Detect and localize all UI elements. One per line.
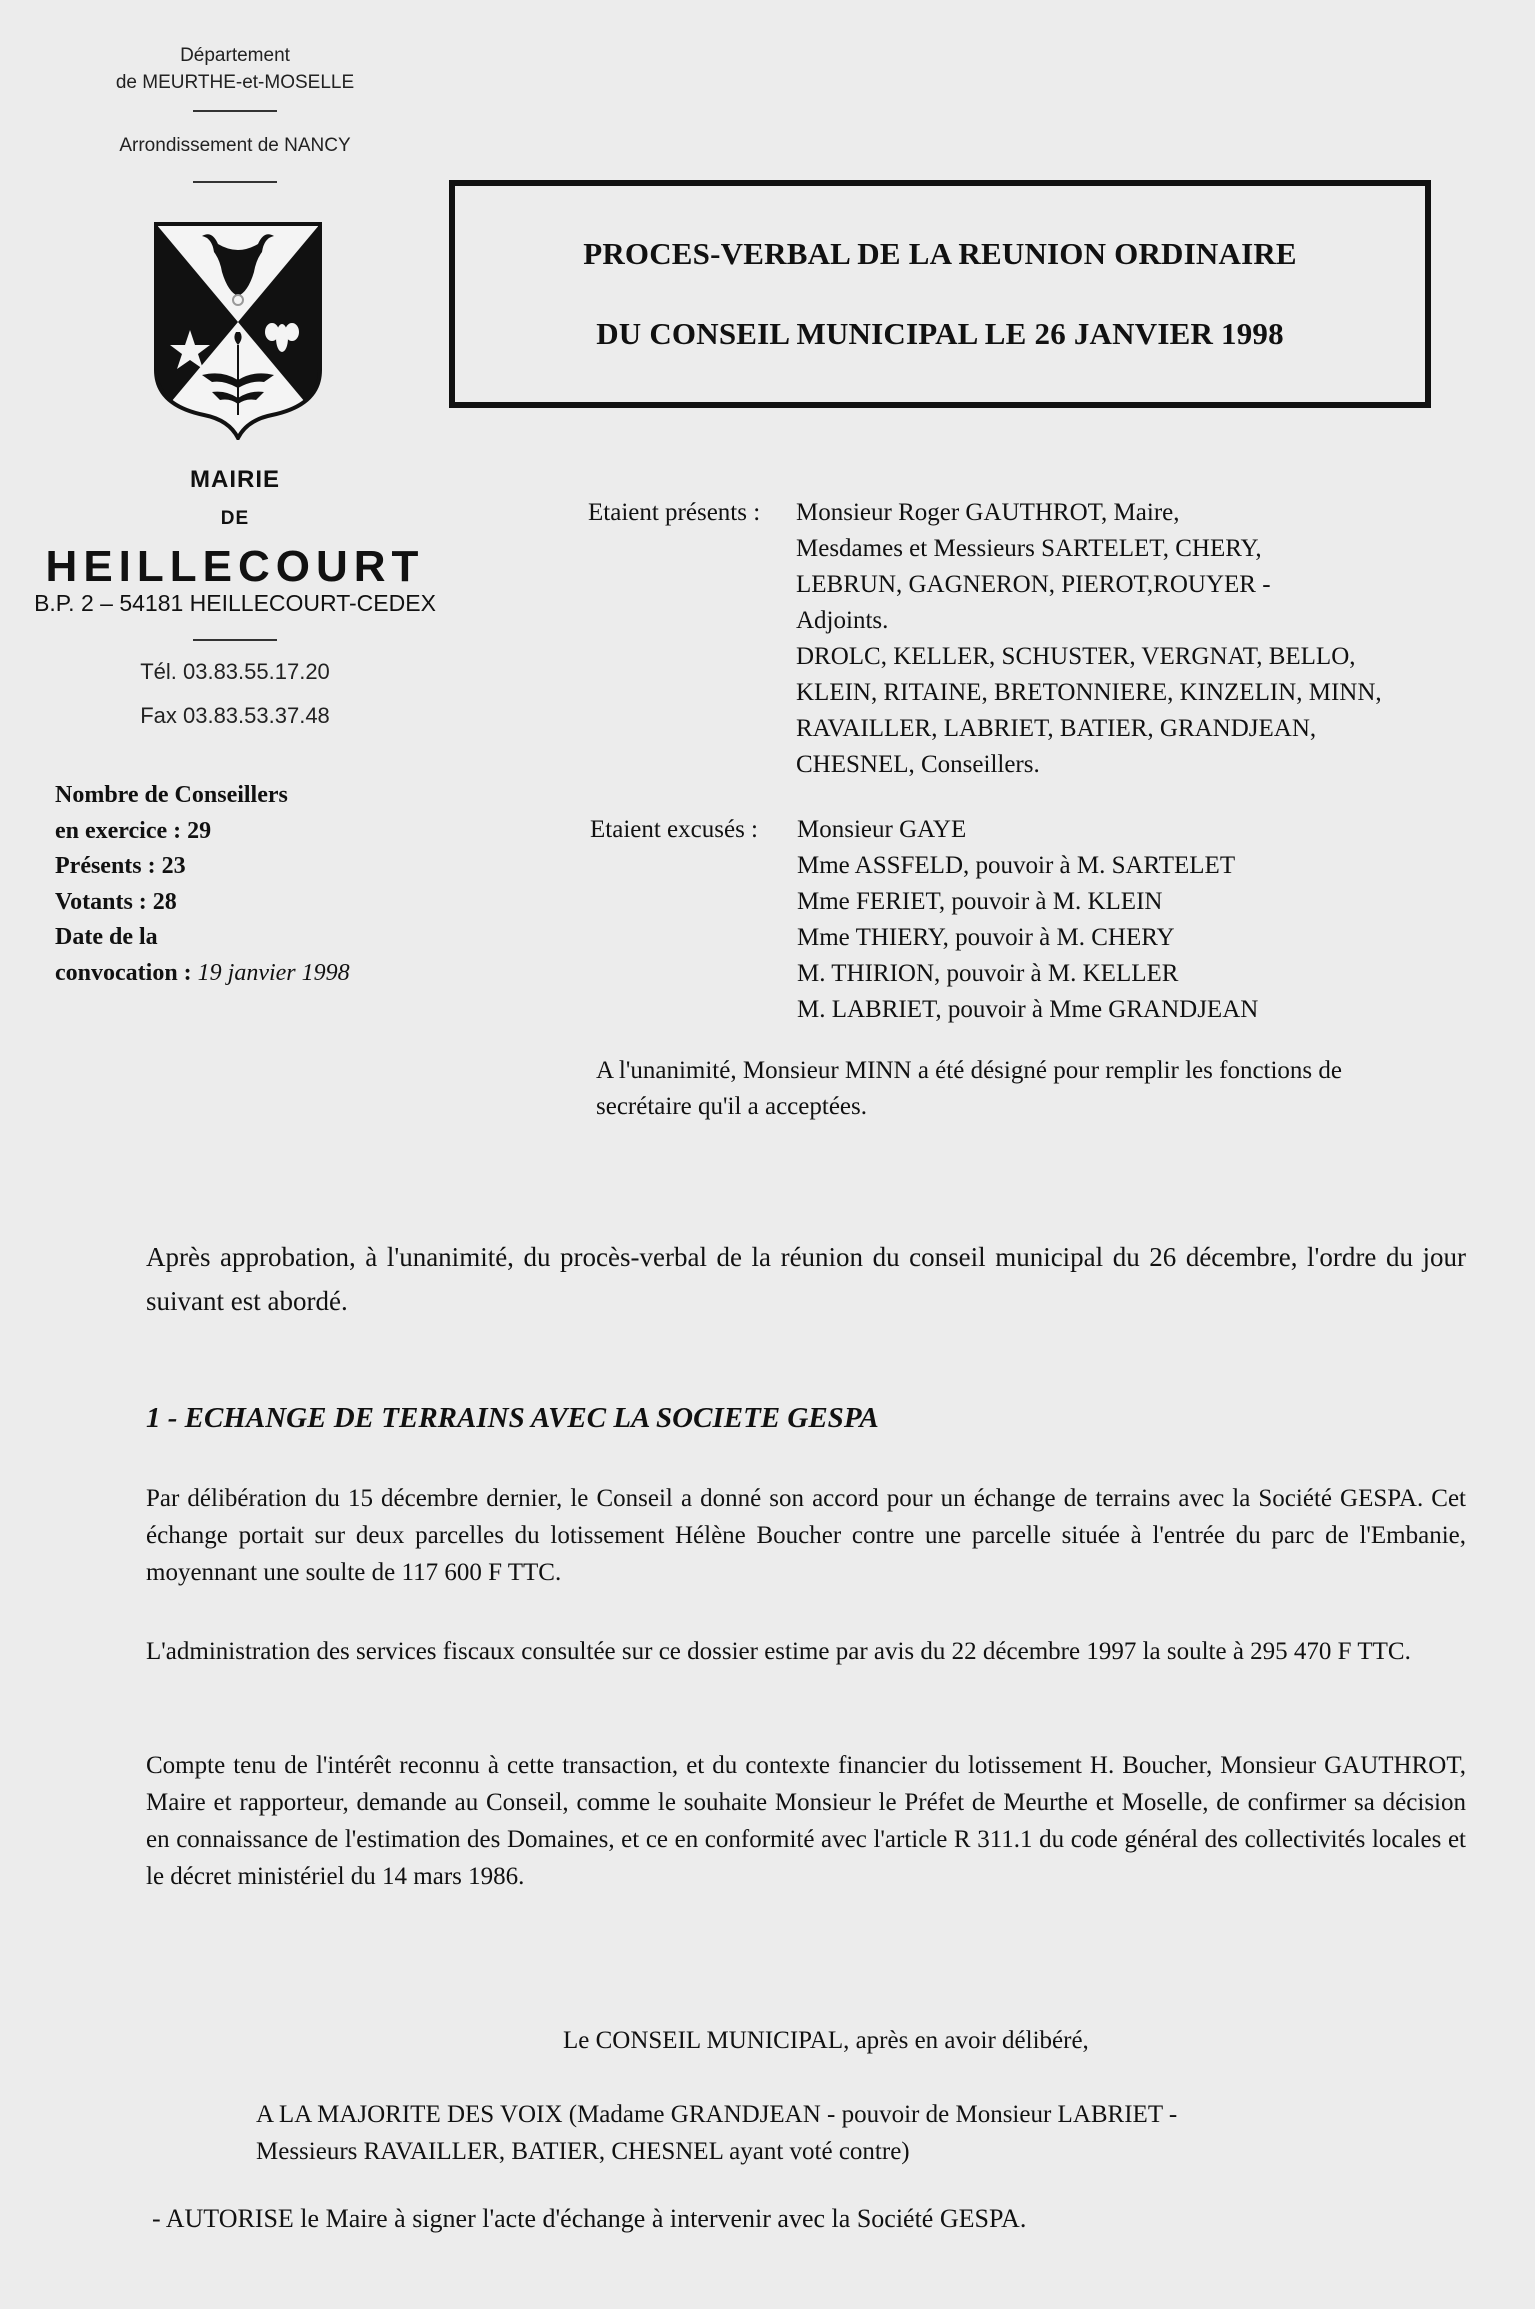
majority-line-2: Messieurs RAVAILLER, BATIER, CHESNEL ayant voté contre) — [256, 2138, 910, 2165]
convocation-date: 19 janvier 1998 — [197, 959, 350, 986]
mairie-label: MAIRIE — [190, 466, 280, 493]
convocation-label: convocation : — [55, 959, 198, 986]
mairie-de-label: DE — [220, 508, 250, 529]
attendees-present — [588, 495, 1508, 795]
title-box — [449, 180, 1431, 408]
list-item: DROLC, KELLER, SCHUSTER, VERGNAT, BELLO, — [796, 643, 1356, 670]
section-paragraph-2: L'administration des services fiscaux consultée sur ce dossier estime par avis du 22 décembre 1997 la soulte à 295 470 F TTC. — [146, 1638, 1411, 1665]
department-name: de MEURTHE-et-MOSELLE — [115, 72, 355, 93]
shield-coat-of-arms-icon — [152, 220, 324, 440]
secretary-line-2: secrétaire qu'il a acceptées. — [596, 1093, 867, 1120]
title-line-2: DU CONSEIL MUNICIPAL LE 26 JANVIER 1998 — [596, 316, 1284, 351]
list-item: M. LABRIET, pouvoir à Mme GRANDJEAN — [797, 996, 1259, 1023]
stats-line: Nombre de Conseillers — [55, 782, 288, 808]
town-name: HEILLECOURT — [45, 542, 425, 591]
arrondissement: Arrondissement de NANCY — [119, 135, 351, 156]
title-line-1: PROCES-VERBAL DE LA REUNION ORDINAIRE — [583, 236, 1297, 271]
list-item: M. THIRION, pouvoir à M. KELLER — [797, 960, 1179, 987]
present-label: Etaient présents : — [588, 499, 761, 526]
excused-list — [797, 812, 1258, 1028]
list-item: Mme FERIET, pouvoir à M. KLEIN — [797, 888, 1163, 915]
council-stats — [55, 778, 350, 991]
list-item: CHESNEL, Conseillers. — [796, 751, 1040, 778]
list-item: KLEIN, RITAINE, BRETONNIERE, KINZELIN, MINN, — [796, 679, 1382, 706]
divider — [193, 110, 277, 112]
letterhead — [0, 0, 470, 183]
list-item: LEBRUN, GAGNERON, PIEROT,ROUYER - — [796, 571, 1271, 598]
divider — [193, 639, 277, 641]
list-item: Monsieur GAYE — [797, 816, 967, 843]
telephone: Tél. 03.83.55.17.20 — [140, 659, 330, 684]
stats-in-office: en exercice : 29 — [55, 817, 212, 844]
stats-voting: Votants : 28 — [55, 888, 177, 915]
council-deliberation: Le CONSEIL MUNICIPAL, après en avoir délibéré, — [563, 2027, 1089, 2054]
decision-line: - AUTORISE le Maire à signer l'acte d'échange à intervenir avec la Société GESPA. — [152, 2204, 1027, 2233]
list-item: Mme ASSFELD, pouvoir à M. SARTELET — [797, 852, 1236, 879]
list-item: Mesdames et Messieurs SARTELET, CHERY, — [796, 535, 1262, 562]
stats-line: Date de la — [55, 924, 158, 950]
secretary-line-1: A l'unanimité, Monsieur MINN a été désigné pour remplir les fonctions de — [596, 1057, 1343, 1084]
list-item: Adjoints. — [796, 607, 889, 634]
mairie-block — [0, 466, 470, 729]
department-label: Département — [180, 45, 290, 66]
section-paragraph-3: Compte tenu de l'intérêt reconnu à cette transaction, et du contexte financier du lotissement H. Boucher, Monsieur GAUTHROT, Maire et rapporteur, demande au Conseil, comme le souhaite Monsieur le Préfet de Meurthe et Moselle, de confirmer sa décision en connaissance de l'estimation des Domaines, et ce en conformité avec l'article R 311.1 du code général des collectivités locales et le décret ministériel du 14 mars 1986. — [146, 1752, 1466, 1890]
section-paragraph-1: Par délibération du 15 décembre dernier, le Conseil a donné son accord pour un échange de terrains avec la Société GESPA. Cet échange portait sur deux parcelles du lotissement Hélène Boucher contre une parcelle située à l'entrée du parc de l'Embanie, moyennant une soulte de 117 600 F TTC. — [146, 1485, 1466, 1586]
section-heading: 1 - ECHANGE DE TERRAINS AVEC LA SOCIETE GESPA — [146, 1402, 879, 1434]
majority-vote — [256, 2096, 1476, 2170]
fax: Fax 03.83.53.37.48 — [140, 703, 330, 728]
excused-label: Etaient excusés : — [590, 816, 758, 843]
list-item: Mme THIERY, pouvoir à M. CHERY — [797, 924, 1175, 951]
stats-present: Présents : 23 — [55, 853, 186, 879]
secretary-note — [596, 1053, 1496, 1125]
present-list — [796, 495, 1382, 783]
divider — [193, 181, 277, 183]
list-item: RAVAILLER, LABRIET, BATIER, GRANDJEAN, — [796, 715, 1317, 742]
majority-line-1: A LA MAJORITE DES VOIX (Madame GRANDJEAN - pouvoir de Monsieur LABRIET - — [256, 2101, 1178, 2128]
postal-address: B.P. 2 – 54181 HEILLECOURT-CEDEX — [34, 590, 436, 616]
attendees-excused — [590, 812, 1510, 1042]
approval-paragraph: Après approbation, à l'unanimité, du procès-verbal de la réunion du conseil municipal du 26 décembre, l'ordre du jour suivant est abordé. — [146, 1242, 1466, 1316]
list-item: Monsieur Roger GAUTHROT, Maire, — [796, 499, 1180, 526]
